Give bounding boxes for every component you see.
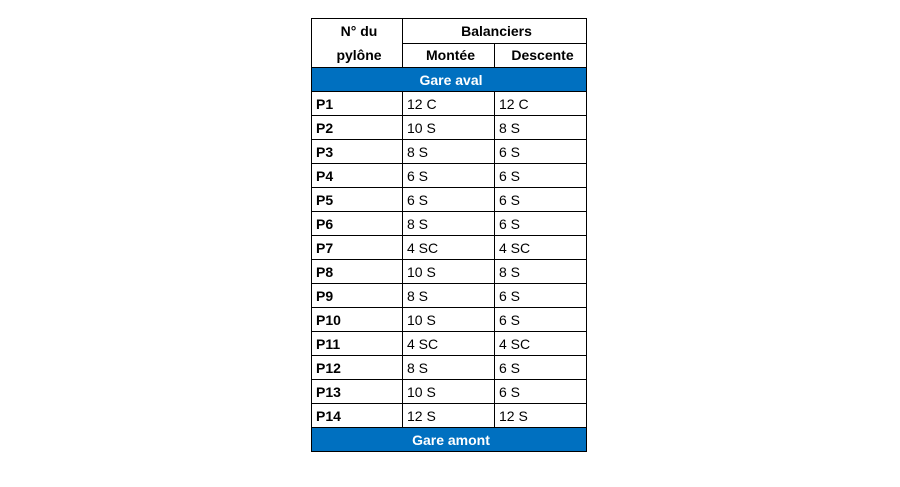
montee-cell: 8 S [403, 212, 495, 236]
table-row [312, 356, 587, 380]
montee-cell: 4 SC [403, 236, 495, 260]
montee-cell: 6 S [403, 164, 495, 188]
pylon-id-cell: P4 [312, 164, 403, 188]
descente-cell: 12 S [495, 404, 587, 428]
section-gare-aval: Gare aval [312, 68, 587, 92]
descente-cell: 4 SC [495, 236, 587, 260]
pylon-id-cell: P10 [312, 308, 403, 332]
montee-cell: 10 S [403, 116, 495, 140]
header-pylone-cell [312, 19, 403, 68]
montee-cell: 8 S [403, 140, 495, 164]
montee-cell: 8 S [403, 356, 495, 380]
montee-cell: 12 S [403, 404, 495, 428]
pylon-id-cell: P9 [312, 284, 403, 308]
descente-cell: 6 S [495, 308, 587, 332]
table-row [312, 188, 587, 212]
descente-cell: 6 S [495, 164, 587, 188]
pylon-id-cell: P1 [312, 92, 403, 116]
pylon-id-cell: P8 [312, 260, 403, 284]
descente-cell: 12 C [495, 92, 587, 116]
section-row-bottom [312, 428, 587, 452]
montee-cell: 8 S [403, 284, 495, 308]
table-row [312, 140, 587, 164]
descente-cell: 8 S [495, 260, 587, 284]
header-row-1 [312, 19, 587, 44]
pylon-id-cell: P2 [312, 116, 403, 140]
descente-cell: 4 SC [495, 332, 587, 356]
header-pylone-line2: pylône [336, 47, 382, 63]
table-row [312, 92, 587, 116]
section-gare-amont: Gare amont [312, 428, 587, 452]
descente-cell: 6 S [495, 284, 587, 308]
header-descente: Descente [495, 43, 587, 68]
table-row [312, 308, 587, 332]
table-row [312, 284, 587, 308]
pylon-id-cell: P13 [312, 380, 403, 404]
pylon-id-cell: P14 [312, 404, 403, 428]
montee-cell: 10 S [403, 308, 495, 332]
descente-cell: 6 S [495, 188, 587, 212]
header-balanciers: Balanciers [403, 19, 587, 44]
montee-cell: 10 S [403, 380, 495, 404]
header-montee: Montée [403, 43, 495, 68]
pylon-id-cell: P7 [312, 236, 403, 260]
pylon-balancier-table [311, 18, 587, 452]
montee-cell: 6 S [403, 188, 495, 212]
descente-cell: 6 S [495, 212, 587, 236]
descente-cell: 8 S [495, 116, 587, 140]
table-row [312, 164, 587, 188]
montee-cell: 12 C [403, 92, 495, 116]
table-row [312, 404, 587, 428]
table-row [312, 332, 587, 356]
table-row [312, 380, 587, 404]
pylon-id-cell: P5 [312, 188, 403, 212]
descente-cell: 6 S [495, 380, 587, 404]
pylon-id-cell: P11 [312, 332, 403, 356]
table-row [312, 260, 587, 284]
descente-cell: 6 S [495, 140, 587, 164]
data-rows [312, 92, 587, 428]
montee-cell: 10 S [403, 260, 495, 284]
table-row [312, 212, 587, 236]
descente-cell: 6 S [495, 356, 587, 380]
montee-cell: 4 SC [403, 332, 495, 356]
pylon-id-cell: P3 [312, 140, 403, 164]
pylon-id-cell: P12 [312, 356, 403, 380]
table-row [312, 236, 587, 260]
pylon-id-cell: P6 [312, 212, 403, 236]
section-row-top [312, 68, 587, 92]
table-row [312, 116, 587, 140]
header-pylone-line1: N° du [340, 23, 378, 39]
